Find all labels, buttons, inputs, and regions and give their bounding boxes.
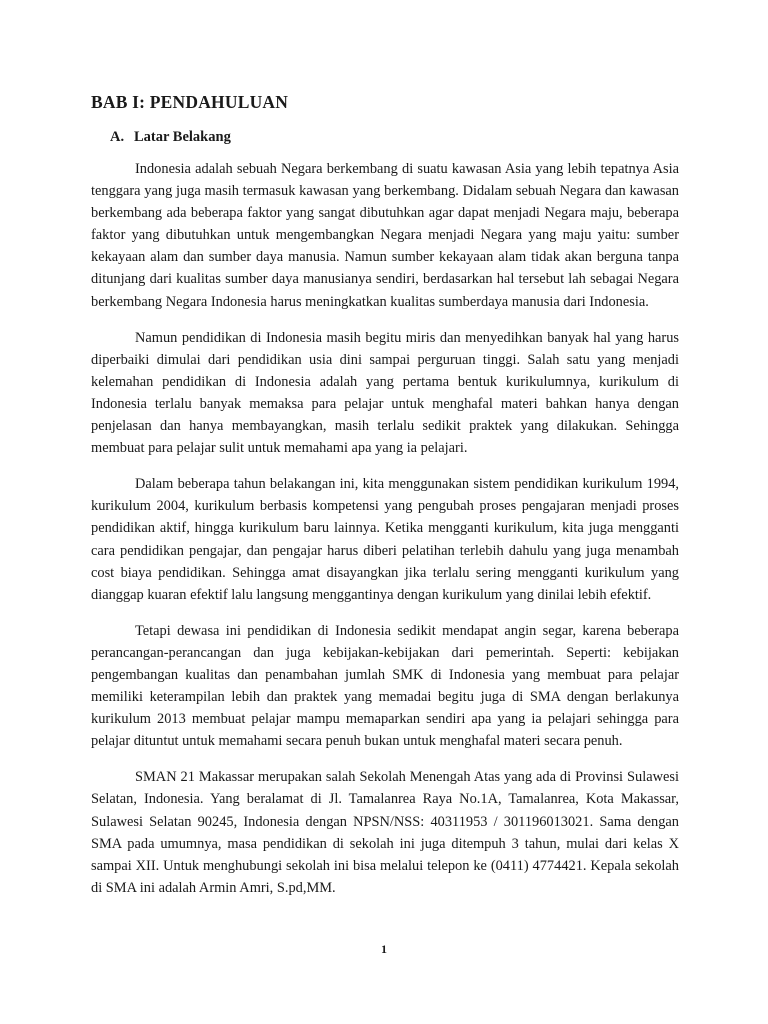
body-text [91,158,679,913]
section-number: A. [110,129,125,145]
paragraph: SMAN 21 Makassar merupakan salah Sekolah Menengah Atas yang ada di Provinsi Sulawesi Selatan, Indonesia. Yang beralamat di Jl. Tamalanrea Raya No.1A, Tamalanrea, Kota Makassar, Sulawesi Selatan 90245, Indonesia dengan NPSN/NSS: 40311953 / 301196013021. Sama dengan SMA pada umumnya, masa pendidikan di sekolah ini juga ditempuh 3 tahun, mulai dari kelas X sampai XII. Untuk menghubungi sekolah ini bisa melalui telepon ke (0411) 4774421. Kepala sekolah di SMA ini adalah Armin Amri, S.pd,MM. [91,769,679,896]
chapter-title: BAB I: PENDAHULUAN [91,92,289,112]
paragraph: Dalam beberapa tahun belakangan ini, kita menggunakan sistem pendidikan kurikulum 1994, kurikulum 2004, kurikulum berbasis kompetensi yang pengubah proses pengajaran menjadi proses pendidikan aktif, hingga kurikulum baru lainnya. Ketika mengganti kurikulum, kita juga mengganti cara pendidikan pengajar, dan pengajar harus diberi pelatihan terlebih dahulu yang juga menambah cost biaya pendidikan. Sehingga amat disayangkan jika terlalu sering mengganti kurikulum yang dianggap kuaran efektif lalu langsung menggantinya dengan kurikulum yang dinilai lebih efektif. [91,476,679,603]
section-title: Latar Belakang [134,129,231,145]
page-number: 1 [381,942,387,956]
section-heading [110,129,231,146]
paragraph: Indonesia adalah sebuah Negara berkembang di suatu kawasan Asia yang lebih tepatnya Asia tenggara yang juga masih termasuk kawasan yang berkembang. Didalam sebuah Negara dan kawasan berkembang ada beberapa faktor yang sangat dibutuhkan agar dapat menjadi Negara maju, beberapa faktor yang dibutuhkan untuk mengembangkan Negara menjadi Negara yang maju yaitu: sumber kekayaan alam dan sumber daya manusia. Namun sumber kekayaan alam tidak akan berguna tanpa ditunjang dari kualitas sumber daya manusianya sendiri, berdasarkan hal tersebut lah sebagai Negara berkembang Negara Indonesia harus meningkatkan kualitas sumberdaya manusia dari Indonesia. [91,161,679,310]
paragraph: Namun pendidikan di Indonesia masih begitu miris dan menyedihkan banyak hal yang harus diperbaiki dimulai dari pendidikan usia dini sampai perguruan tinggi. Salah satu yang menjadi kelemahan pendidikan di Indonesia adalah yang pertama bentuk kurikulumnya, kurikulum di Indonesia terlalu banyak memaksa para pelajar untuk menghafal materi bahkan hanya dengan penjelasan dan hanya membayangkan, masih terlalu sedikit praktek yang dilakukan. Sehingga membuat para pelajar sulit untuk memahami apa yang ia pelajari. [91,329,679,457]
paragraph: Tetapi dewasa ini pendidikan di Indonesia sedikit mendapat angin segar, karena beberapa perancangan-perancangan dan juga kebijakan-kebijakan dari pemerintah. Seperti: kebijakan pengembangan kualitas dan penambahan jumlah SMK di Indonesia yang membuat para pelajar memiliki keterampilan lebih dan praktek yang memadai begitu juga di SMA dengan berlakunya kurikulum 2013 membuat pelajar mampu memaparkan sendiri apa yang ia pelajari sehingga para pelajar dituntut untuk memahami secara penuh bukan untuk menghafal materi secara penuh. [91,622,679,750]
